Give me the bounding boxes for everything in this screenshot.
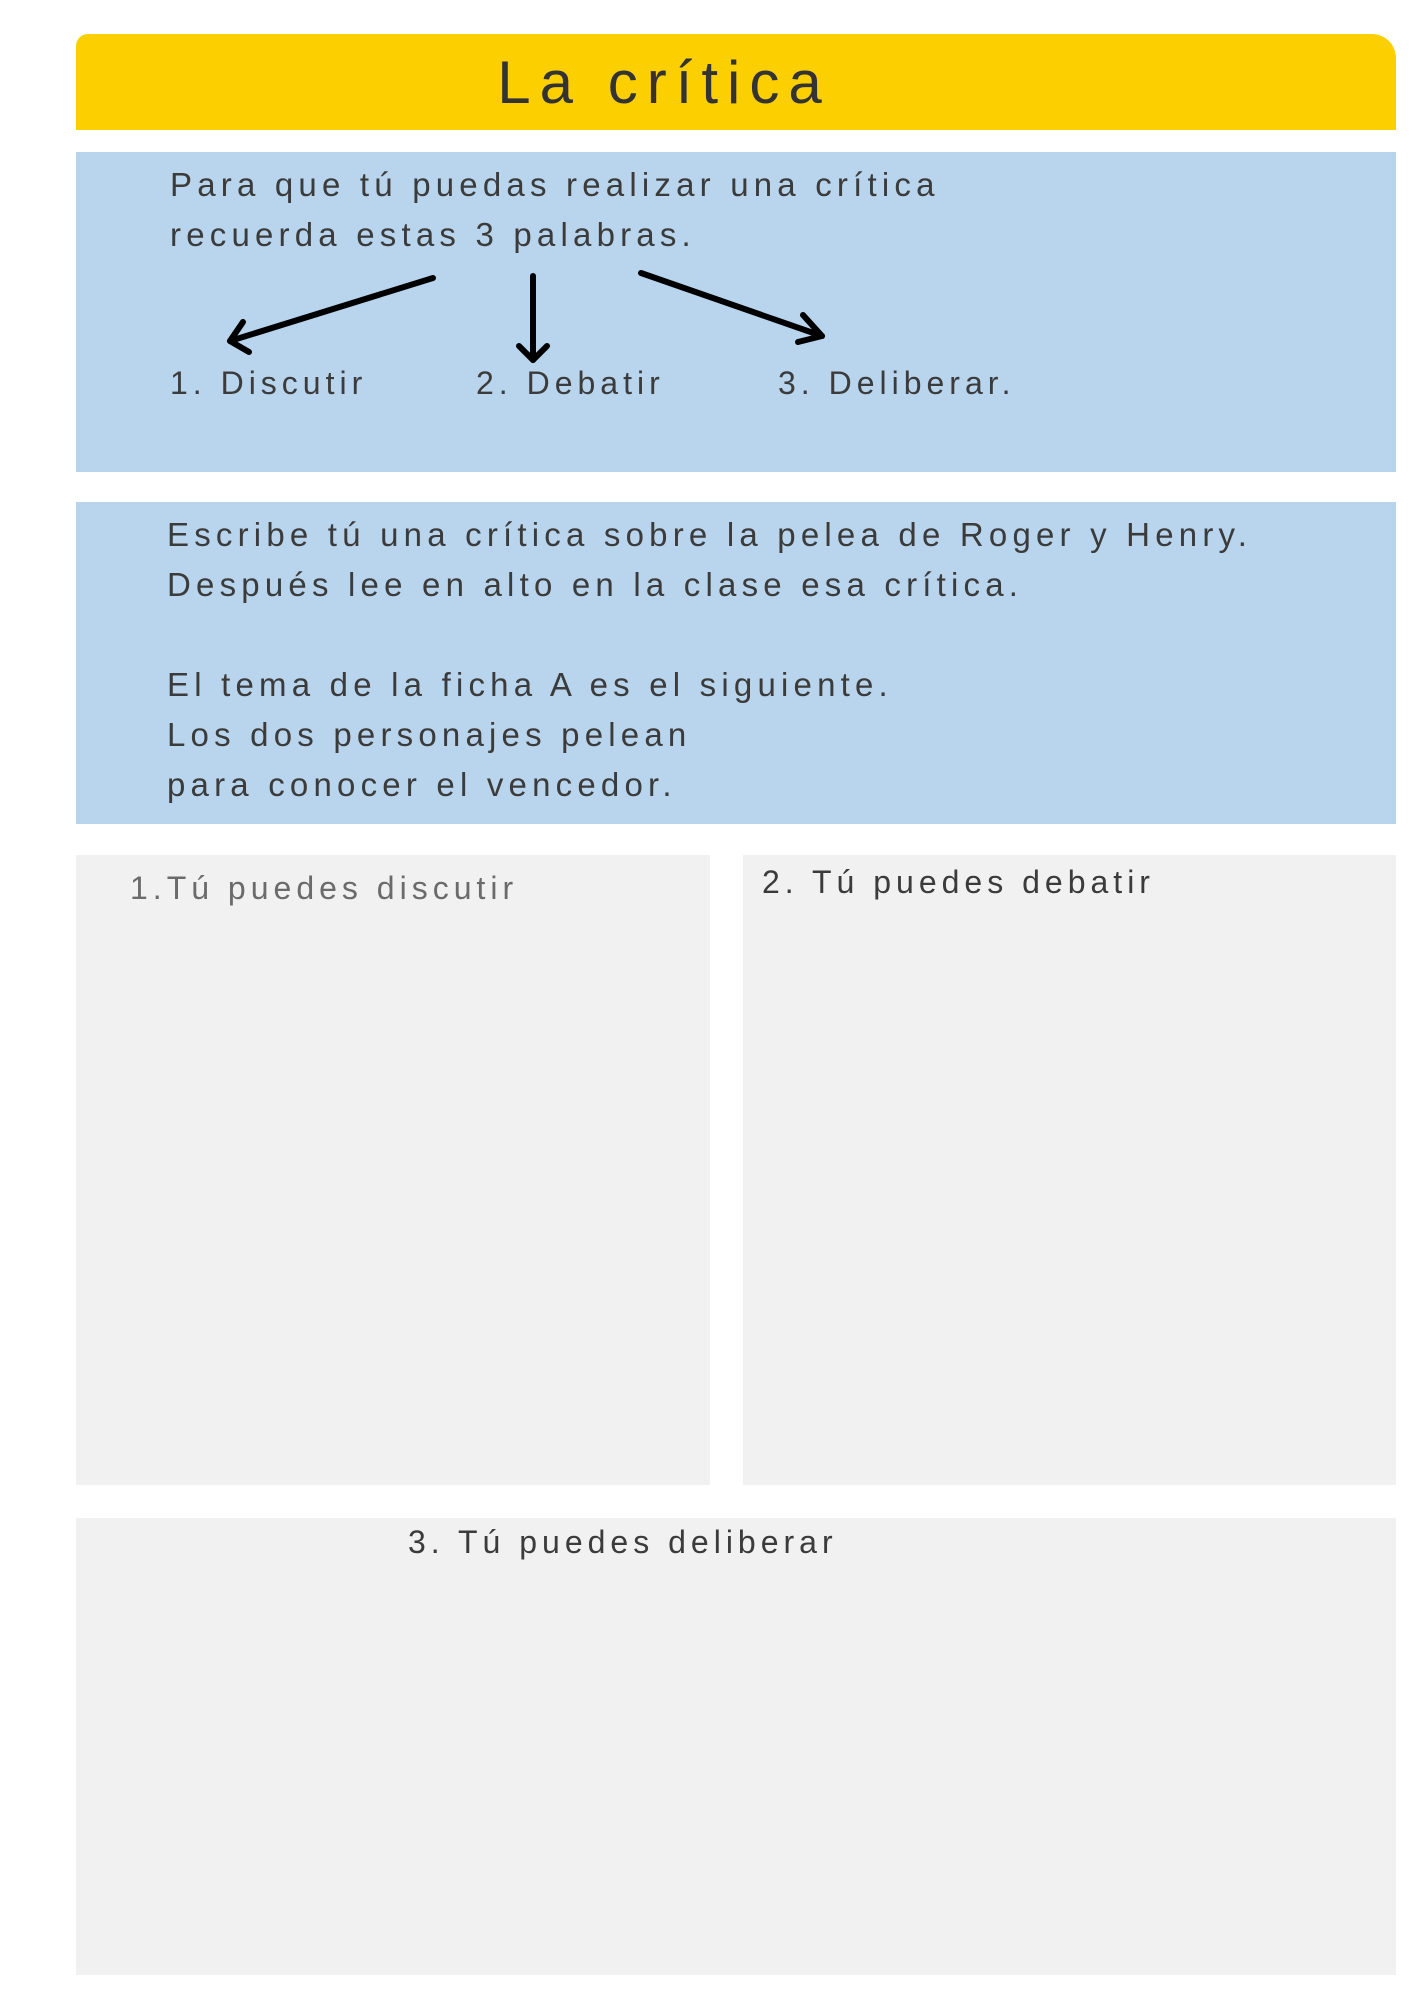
deliberar-box[interactable] — [76, 1518, 1396, 1975]
discutir-box-label: 1.Tú puedes discutir — [130, 870, 519, 906]
debatir-box-label: 2. Tú puedes debatir — [762, 864, 1155, 900]
debatir-box[interactable] — [743, 855, 1396, 1485]
arrows-diagram — [0, 0, 1414, 420]
intro-line-1: Para que tú puedas realizar una crítica — [170, 166, 940, 203]
word-discutir: 1. Discutir — [170, 365, 368, 401]
arrow-left-icon — [230, 278, 433, 352]
arrow-right-icon — [641, 273, 822, 342]
instructions-line-5: para conocer el vencedor. — [167, 766, 677, 803]
arrow-down-icon — [519, 276, 547, 360]
page-title: La crítica — [497, 48, 831, 116]
discutir-box[interactable] — [76, 855, 710, 1485]
instructions-line-3: El tema de la ficha A es el siguiente. — [167, 666, 893, 703]
deliberar-box-label: 3. Tú puedes deliberar — [408, 1524, 838, 1560]
word-deliberar: 3. Deliberar. — [778, 365, 1016, 401]
word-debatir: 2. Debatir — [476, 365, 665, 401]
intro-line-2: recuerda estas 3 palabras. — [170, 216, 696, 253]
instructions-line-2: Después lee en alto en la clase esa crítica. — [167, 566, 1024, 603]
instructions-line-1: Escribe tú una crítica sobre la pelea de Roger y Henry. — [167, 516, 1253, 553]
instructions-line-4: Los dos personajes pelean — [167, 716, 692, 753]
